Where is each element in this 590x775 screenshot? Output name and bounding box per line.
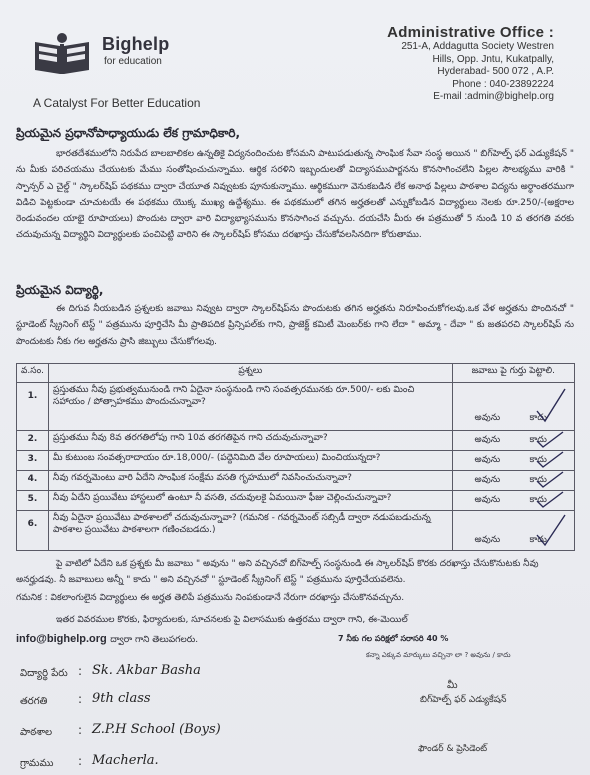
class-value[interactable]: 9th class: [92, 691, 151, 706]
yes-option[interactable]: అవును: [474, 475, 501, 485]
student-name-value[interactable]: Sk. Akbar Basha: [92, 663, 201, 678]
school-value[interactable]: Z.P.H School (Boys): [92, 722, 221, 737]
question-text: నీవు ఏదైనా ప్రయివేటు పాఠశాలలో చదువుచున్నావా? (గమనిక - గవర్నమెంట్ సబ్సిడీ ద్వారా నడుపబడుచున్న పాఠశాల ప్రయివేటు పాఠశాలగా గణించబడదు.): [49, 511, 453, 551]
handwritten-marks-note: 7 నీకు గల పరిక్షలో సరాసరి 40 %: [338, 634, 449, 643]
table-row: [17, 451, 575, 471]
table-header-row: [17, 364, 575, 383]
office-line: 251-A, Addagutta Society Westren: [401, 41, 554, 52]
class-label: తరగతి: [20, 696, 48, 707]
office-line: Hills, Opp. Jntu, Kukatpally,: [432, 53, 554, 65]
table-row: [17, 491, 575, 511]
office-address-block: [334, 24, 554, 104]
check-mark-icon: [535, 451, 565, 469]
answer-cell[interactable]: [452, 383, 574, 431]
no-option[interactable]: కాదు: [529, 455, 547, 465]
no-option[interactable]: కాదు: [529, 535, 547, 545]
colon: :: [78, 692, 83, 706]
question-text: ప్రస్తుతము నీవు 8వ తరగతిలోపు గాని 10వ తరగతిపైన గాని చదువుచున్నావా?: [49, 431, 453, 451]
intro-text: భారతదేశములోని నిరుపేద బాలబాలికల ఉన్నతికై విద్యనందించుట కోసమని పాటుపడుతున్న సాంఘిక సేవా సంస్థ అయిన " బిగ్‌హెల్ప్ ఫర్ ఎడ్యుకేషన్ " ను మీకు పరిచయము చేయుటకు మేము సంతోషించుచున్నాము. ఆర్థిక సరళిని ఇబ్బందులతో విద్యాసముపార్జనను కొనసాగించలేని పిల్లల సౌలభ్యము వారికి " స్పాన్సర్ ఎ చైల్డ్ " స్కాలర్‌షిప్ పథకము ద్వారా చేయూత నివ్వుటకు పూనుకున్నాము. ఆర్థికముగా వెనుకబడిన లేక అనాథ పిల్లలు పాఠశాల విద్యను అర్ధాంతరముగా విడిచి పెట్టకుండా చూచుటయే ఈ పథకము యొక్క ముఖ్య ఉద్దేశ్యము. ఈ పథకములో తగిన అర్హతలతో ఎన్నుకోబడిన విద్యార్థులు నెలకు రూ.250/-(అక్షరాల రెండువందల యాభై రూపాయలు) పొందుట ద్వారా వారి విద్యాభ్యాసమును కొనసాగించ వచ్చును. దయచేసి మీరు ఈ పత్రముతో 5 నుండి 10 వ తరగతి వరకు చదువుచున్న విద్యార్థిని విద్యార్థులకు పంచిపెట్టి వారిని ఈ స్కాలర్‌షిప్ కోసము దరఖాస్తు చేసుకోవలసినదిగా కోరుతాము.: [16, 149, 574, 241]
table-row: [17, 431, 575, 451]
col-answer: జవాబు పై గుర్తు పెట్టాలి.: [452, 364, 574, 383]
student-name-label: విద్యార్థి పేరు: [20, 668, 68, 679]
check-mark-icon: [535, 471, 565, 489]
no-option[interactable]: కాదు: [529, 413, 547, 423]
brand-name: Bighelp: [102, 34, 170, 54]
col-serial: వ.సం.: [17, 364, 49, 383]
answer-cell[interactable]: [452, 491, 574, 511]
table-row: [17, 383, 575, 431]
tagline: A Catalyst For Better Education: [33, 96, 201, 110]
office-email: E-mail :admin@bighelp.org: [433, 91, 554, 102]
question-text: నీవు గవర్నమెంటు వారి ఏదేని సాంఘిక సంక్షేమ వసతి గృహములో నివసించుచున్నావా?: [49, 471, 453, 491]
answer-cell[interactable]: [452, 431, 574, 451]
note-paragraph: గమనిక : వికలాంగులైన విద్యార్థులు ఈ అర్హత తెలిపే పత్రమును నింపకుండానే నేరుగా దరఖాస్తు చేసుకొనవచ్చును.: [16, 593, 405, 603]
office-line: Hyderabad- 500 072 , A.P.: [437, 66, 554, 77]
signature-org: బిగ్‌హెల్ప్ ఫర్ ఎడ్యుకేషన్: [420, 695, 507, 705]
student-paragraph: [16, 301, 574, 359]
answer-cell[interactable]: [452, 511, 574, 551]
row-number: 2.: [17, 431, 49, 451]
check-mark-icon: [535, 513, 567, 547]
office-title: Administrative Office :: [387, 24, 554, 41]
check-mark-icon: [535, 431, 565, 449]
answer-cell[interactable]: [452, 451, 574, 471]
colon: :: [78, 754, 83, 768]
question-text: నీవు ఏదేని ప్రయివేటు హాస్టలులో ఉంటూ నీ వసతి, చదువులకై ఏమయినా ఫీజు చెల్లించుచున్నావా?: [49, 491, 453, 511]
village-value[interactable]: Macherla.: [92, 753, 159, 768]
office-phone: Phone : 040-23892224: [452, 78, 554, 90]
row-number: 4.: [17, 471, 49, 491]
question-text: ప్రస్తుతము నీవు ప్రభుత్వమునుండి గాని ఏదైనా సంస్థనుండి గాని సంవత్సరమునకు రూ.500/- లకు మించి సహాయం / పోత్సాహకము పొందుచున్నావా?: [49, 383, 453, 431]
row-number: 3.: [17, 451, 49, 471]
colon: :: [78, 723, 83, 737]
result-paragraph: [16, 556, 574, 588]
row-number: 1.: [17, 383, 49, 431]
email-link[interactable]: info@bighelp.org: [16, 633, 107, 645]
row-number: 5.: [17, 491, 49, 511]
row-number: 6.: [17, 511, 49, 551]
yes-option[interactable]: అవును: [474, 455, 501, 465]
intro-paragraph: [16, 146, 574, 282]
bighelp-logo-icon: [31, 32, 93, 76]
yes-option[interactable]: అవును: [474, 495, 501, 505]
signature-yours: మీ: [447, 680, 458, 691]
no-option[interactable]: కాదు: [529, 435, 547, 445]
check-mark-icon: [535, 387, 567, 423]
answer-cell[interactable]: [452, 471, 574, 491]
table-row: [17, 511, 575, 551]
yes-option[interactable]: అవును: [474, 413, 501, 423]
result-text: పై వాటిలో ఏదేని ఒక ప్రశ్నకు మీ జవాబు " అవును " అని వచ్చినచో బిగ్‌హెల్ప్ సంస్థనుండి ఈ స్కాలర్‌షిప్ కొరకు దరఖాస్తు చేసుకొనుటకు నీవు అనర్హుడవు. నీ జవాబులు అన్నీ " కాదు " అని వచ్చినచో " స్టూడెంట్ స్క్రీనింగ్ టెస్ట్ " పత్రమును పూర్తిచేయవలెను.: [16, 559, 539, 585]
email-tail: ద్వారా గాని తెలుపగలరు.: [110, 635, 199, 645]
school-label: పాఠశాల: [20, 727, 53, 738]
no-option[interactable]: కాదు: [529, 475, 547, 485]
salutation-headmaster: ప్రియమైన ప్రధానోపాధ్యాయుడు లేక గ్రామాధికారి,: [16, 126, 241, 140]
col-questions: ప్రశ్నలు: [49, 364, 453, 383]
yes-option[interactable]: అవును: [474, 435, 501, 445]
contact-text: ఇతర వివరముల కొరకు, ఫిర్యాదులకు, సూచనలకు పై విలాసముకు ఉత్తరము ద్వారా గాని, ఈ-మెయిల్: [56, 615, 408, 625]
no-option[interactable]: కాదు: [529, 495, 547, 505]
student-text: ఈ దిగువ నీయబడిన ప్రశ్నలకు జవాబు నివ్వుట ద్వారా స్కాలర్‌షిప్‌ను పొందుటకు తగిన అర్హతను నిరూపించుకోగలవు.ఒక వేళ అర్హతను పొందినచో " స్టూడెంట్ స్క్రీనింగ్ టెస్ట్ " పత్రమును పూర్తిచేసి మీ ప్రాతిపదిక ప్రిన్సిపల్‌కు గాని, ప్రాజెక్ట్ కమిటీ మెంబర్‌కు గాని లేదా " అమ్మా - దేవా " కు జతపరచి స్కాలర్‌షిప్ ను పొందుటకు నీకు గల అర్హతను ప్రాసి జిబ్బులు చేసుకోగలవు.: [16, 304, 574, 347]
colon: :: [78, 664, 83, 678]
eligibility-table: [16, 363, 575, 551]
table-row: [17, 471, 575, 491]
question-text: మీ కుటుంబ సంవత్సరాదాయం రూ.18,000/- (పద్దెనిమిది వేల రూపాయలు) మించియున్నదా?: [49, 451, 453, 471]
yes-option[interactable]: అవును: [474, 535, 501, 545]
village-label: గ్రామము: [20, 758, 54, 769]
brand-subtitle: for education: [104, 56, 162, 67]
salutation-student: ప్రియమైన విద్యార్థి,: [16, 283, 104, 297]
check-mark-icon: [535, 491, 565, 509]
email-line: [16, 632, 198, 647]
signature-title: ఫౌండర్ & ప్రెసిడెంట్: [418, 744, 488, 754]
contact-paragraph: [16, 612, 574, 628]
handwritten-marks-note-2: కన్నా ఎక్కువ మార్కులు వచ్చినా లా ? అవును / కాదు: [366, 651, 511, 659]
